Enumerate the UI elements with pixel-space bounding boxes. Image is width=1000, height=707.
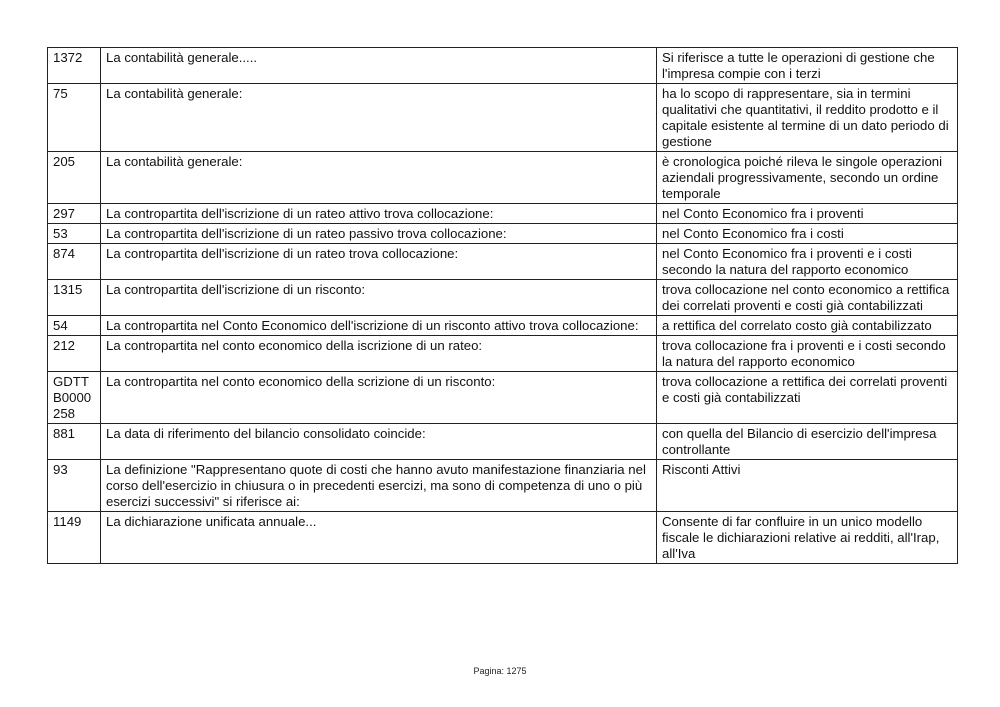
question-answer-table [47,47,958,564]
answer-cell: Consente di far confluire in un unico modello fiscale le dichiarazioni relative ai redditi, all'Irap, all'Iva [657,512,958,564]
table-row [48,280,958,316]
question-cell: La contropartita dell'iscrizione di un rateo passivo trova collocazione: [101,224,657,244]
answer-cell: con quella del Bilancio di esercizio dell'impresa controllante [657,424,958,460]
table-row [48,224,958,244]
table-row [48,48,958,84]
answer-cell: Risconti Attivi [657,460,958,512]
answer-cell: trova collocazione fra i proventi e i costi secondo la natura del rapporto economico [657,336,958,372]
question-id-cell: 212 [48,336,101,372]
question-cell: La data di riferimento del bilancio consolidato coincide: [101,424,657,460]
question-id-cell: 205 [48,152,101,204]
table-row [48,316,958,336]
answer-cell: a rettifica del correlato costo già contabilizzato [657,316,958,336]
answer-cell: trova collocazione nel conto economico a rettifica dei correlati proventi e costi già contabilizzati [657,280,958,316]
question-cell: La contabilità generale..... [101,48,657,84]
question-cell: La contropartita nel conto economico della iscrizione di un rateo: [101,336,657,372]
question-cell: La contropartita nel Conto Economico dell'iscrizione di un risconto attivo trova collocazione: [101,316,657,336]
question-id-cell: 53 [48,224,101,244]
question-cell: La contropartita dell'iscrizione di un rateo trova collocazione: [101,244,657,280]
question-id-cell: 1149 [48,512,101,564]
answer-cell: nel Conto Economico fra i costi [657,224,958,244]
table-row [48,204,958,224]
question-id-cell: 1315 [48,280,101,316]
question-id-cell: 93 [48,460,101,512]
question-cell: La contropartita dell'iscrizione di un risconto: [101,280,657,316]
table-row [48,372,958,424]
question-cell: La dichiarazione unificata annuale... [101,512,657,564]
answer-cell: trova collocazione a rettifica dei correlati proventi e costi già contabilizzati [657,372,958,424]
table-row [48,84,958,152]
answer-cell: è cronologica poiché rileva le singole operazioni aziendali progressivamente, secondo un ordine temporale [657,152,958,204]
table-row [48,460,958,512]
page-number-footer: Pagina: 1275 [473,666,527,676]
question-id-cell: 297 [48,204,101,224]
question-id-cell: GDTT B0000 258 [48,372,101,424]
answer-cell: nel Conto Economico fra i proventi e i costi secondo la natura del rapporto economico [657,244,958,280]
question-id-cell: 1372 [48,48,101,84]
answer-cell: nel Conto Economico fra i proventi [657,204,958,224]
table-row [48,336,958,372]
table-row [48,512,958,564]
answer-cell: Si riferisce a tutte le operazioni di gestione che l'impresa compie con i terzi [657,48,958,84]
table-row [48,152,958,204]
question-id-cell: 874 [48,244,101,280]
question-cell: La contropartita nel conto economico della scrizione di un risconto: [101,372,657,424]
table-row [48,244,958,280]
question-cell: La contabilità generale: [101,84,657,152]
table-row [48,424,958,460]
question-cell: La contabilità generale: [101,152,657,204]
question-id-cell: 75 [48,84,101,152]
answer-cell: ha lo scopo di rappresentare, sia in termini qualitativi che quantitativi, il reddito prodotto e il capitale esistente al termine di un dato periodo di gestione [657,84,958,152]
question-cell: La definizione "Rappresentano quote di costi che hanno avuto manifestazione finanziaria nel corso dell'esercizio in chiusura o in precedenti esercizi, ma sono di competenza di uno o più esercizi successivi" si riferisce ai: [101,460,657,512]
question-id-cell: 881 [48,424,101,460]
question-cell: La contropartita dell'iscrizione di un rateo attivo trova collocazione: [101,204,657,224]
question-id-cell: 54 [48,316,101,336]
